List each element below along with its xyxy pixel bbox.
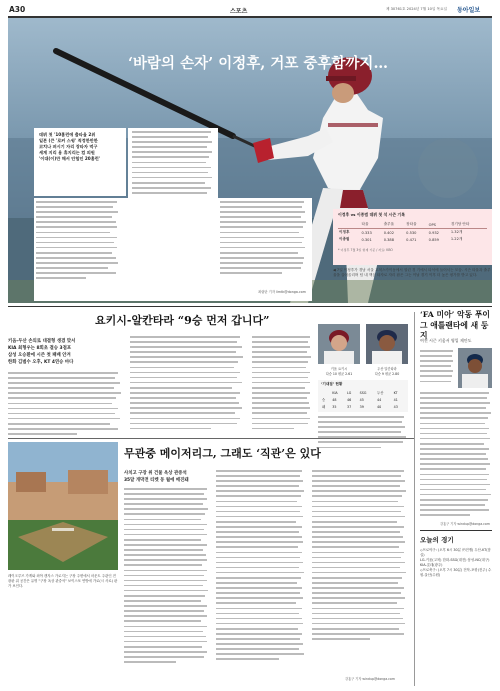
- stats-cell: 0.859: [428, 237, 439, 242]
- stats-row: [338, 229, 487, 237]
- story2-dek-line: KIA 최형우는 8회초 결승 3점포: [8, 346, 72, 351]
- story3-col-a: [420, 350, 454, 386]
- stats-header-cell: 장타율: [406, 222, 417, 226]
- player-caption: [318, 366, 360, 376]
- stats-header-cell: [338, 221, 360, 229]
- section-divider: [8, 438, 414, 439]
- dek-line: 데뷔 첫 '10홈런에 출타율 2위: [39, 132, 96, 137]
- standings-cell: 43: [393, 404, 398, 409]
- standings-cell: 44: [377, 397, 382, 402]
- dek-line: 일본 (큰 '로커 스윙' 적정한만한: [39, 138, 98, 143]
- player-stats: 다승 9 평균 2.80: [374, 372, 400, 376]
- standings-cell: 두산: [377, 391, 384, 395]
- issue-info: 제 30761호 2024년 7월 10일 목요일: [386, 6, 447, 11]
- today-line: ◇프로축구: (오후 7시 30분) 전북-포항(전주) 수원-울산(수원): [420, 568, 492, 577]
- stats-cell: 0.932: [428, 230, 439, 235]
- stats-header-cell: 경기당 안타: [450, 222, 470, 226]
- stats-cell: 0.402: [383, 230, 394, 235]
- standings-cell: 승: [322, 398, 326, 402]
- player-name: 두산 알칸타라: [377, 367, 397, 371]
- standings-cell: LG: [346, 390, 352, 395]
- stats-header-cell: 타율: [361, 222, 369, 226]
- story3-col-b: [420, 392, 492, 519]
- story4-dek-line: 35달 개막전 티켓 동 월에 매진돼: [124, 478, 189, 483]
- story4-col3: [312, 470, 408, 643]
- story2-headline: 요키시-알칸타라 “9승 먼저 갑니다”: [95, 314, 270, 327]
- story3-dek: 여전 시즌 키움서 영입 제안도: [420, 338, 472, 343]
- dek-line: '이대(이)만 해서 안힐인 20홈런': [39, 156, 101, 161]
- stats-source: * 이정후 7월 3일 현재 기준 / 자료: KBO: [338, 248, 393, 252]
- top-headline: ‘바람의 손자’ 이정후, 거포 중후함까지…: [128, 55, 388, 72]
- stats-cell: 0.471: [406, 237, 417, 242]
- standings-header-row: [321, 389, 405, 396]
- stats-table: [338, 221, 487, 243]
- player-portrait: [366, 324, 408, 364]
- standings-cell: 37: [346, 404, 352, 409]
- stats-cell: 0.530: [406, 230, 417, 235]
- story2-dek-line: 키움-두산 손의로 대결형 생겼 맞서: [8, 339, 76, 344]
- standings-cell: [321, 389, 331, 396]
- top-story-body: [34, 198, 312, 301]
- player-photo-yokisi: [318, 324, 360, 364]
- standings-cell: KIA: [332, 390, 338, 395]
- story2-dek-line: 한화 김범수 오후, KT 4연승 마다: [8, 360, 74, 365]
- today-list: [420, 548, 492, 578]
- standings-cell: KT: [393, 390, 398, 395]
- stadium-photo: [8, 442, 118, 570]
- puig-photo: [458, 348, 492, 388]
- standings-cell: 39: [359, 404, 364, 409]
- stats-header-cell: 출루율: [383, 222, 395, 226]
- player-caption: [366, 366, 408, 376]
- today-rule: [420, 530, 492, 531]
- standings-table: [321, 389, 405, 410]
- standings-box: [318, 380, 408, 412]
- story3-byline: 강홍구 기자 windup@donga.com: [440, 522, 490, 526]
- story2-col1: [8, 372, 123, 438]
- stats-cell: 이정후: [339, 230, 350, 234]
- today-line: LG-키움(고척) 한화-SSG(대전) 삼성-NC(대구): [420, 558, 490, 562]
- stadium-illustration: [8, 442, 118, 570]
- standings-cell: 패: [322, 405, 326, 409]
- story2-col2: [130, 336, 245, 433]
- stats-cell: 이종범: [339, 237, 350, 241]
- player-portrait: [458, 348, 492, 388]
- stadium-caption: 레이크루즈 가게와 외야 캔자스 가로지는 구장 주변에서 마운트 주관인 전광판 위 공간은 유명 "구장 옥상 관중석" 보이스포 연방에 가로(시 사로) 판가 보인다.: [8, 574, 118, 588]
- section-divider: [8, 306, 492, 307]
- player-name: 키움 요키시: [330, 367, 348, 371]
- column-divider: [414, 312, 415, 686]
- page-number: A30: [9, 5, 26, 14]
- standings-row: [321, 403, 405, 410]
- story3-headline: ‘FA 미아’ 악동 푸이그 애틀랜타에 새 둥지: [420, 310, 490, 340]
- standings-cell: 35: [332, 404, 337, 409]
- story2-dek: [8, 338, 123, 366]
- top-story-body-middle: [128, 128, 218, 200]
- story4-col1: [124, 488, 210, 666]
- stats-header-cell: OPS: [428, 222, 436, 227]
- player-portrait: [318, 324, 360, 364]
- today-line: KIA-롯데(광주): [420, 563, 443, 567]
- player-stats: 다승 10 평균 2.61: [325, 372, 353, 376]
- standings-cell: 46: [346, 397, 352, 402]
- story2-dek-line: 삼성 오승환에 시즌 첫 패배 안겨: [8, 353, 71, 358]
- stats-cell: 0.333: [361, 230, 372, 235]
- standings-cell: SSG: [359, 390, 367, 395]
- today-title: 오늘의 경기: [420, 536, 454, 544]
- stats-row: [338, 236, 487, 243]
- stats-cell: 1.32개: [450, 230, 463, 234]
- top-body-col1: [36, 201, 120, 297]
- player-photo-alcantara: [366, 324, 408, 364]
- standings-cell: 41: [393, 397, 398, 402]
- stats-cell: 0.301: [361, 237, 372, 242]
- stats-box: [333, 209, 492, 265]
- stats-box-title: 이정후 vs 이종범 데뷔 첫 석 시즌 기록: [338, 212, 405, 217]
- top-photo-caption: ◀ 7일 이정후가 경남 서울 고척스카이돔에서 열린 경 기에서 타석에 들어서는 모습. 시즌 타율과 출루율을 끌어올리며 팀 내 핵심 타자로 자리 잡은 그는 이날 경기 이후 더 높은 평가를 받고 있다.: [333, 268, 491, 278]
- stats-header-row: [338, 221, 487, 229]
- standings-cell: 45: [359, 397, 364, 402]
- stats-cell: 0.388: [383, 237, 394, 242]
- story4-dek-line: 사치고 구장 위 건물 옥상 관중석: [124, 471, 187, 476]
- story2-col3: [252, 336, 312, 433]
- standings-cell: 48: [332, 397, 337, 402]
- stats-cell: 1.22개: [450, 237, 463, 241]
- standings-title: ‘기대점’ 현황: [321, 382, 343, 386]
- brand-logo: 동아일보: [457, 7, 481, 14]
- story4-col2: [216, 470, 306, 664]
- top-body-col3: [220, 201, 308, 297]
- story2-col4: [318, 416, 408, 452]
- standings-cell: 40: [377, 404, 382, 409]
- section-label: 스포츠: [230, 8, 248, 15]
- top-dek-box: [34, 128, 126, 196]
- dek-line: 세계 지리 용 휴지리는 컴 의원: [39, 150, 95, 155]
- dek-line: 코치나 퍼시기 자리 장타자 먹구: [39, 144, 98, 149]
- today-line: ◇프로야구: (오후 6시 30분 ㈜전쟁) 두산-KT(잠실): [420, 548, 491, 557]
- story4-byline: 강홍구 기자 windup@donga.com: [345, 677, 395, 681]
- top-byline: 최림탄 기자 limtk@donga.com: [258, 289, 306, 294]
- story4-headline: 무관중 메이저리그, 그래도 ‘직관’은 있다: [124, 447, 321, 460]
- standings-row: [321, 396, 405, 403]
